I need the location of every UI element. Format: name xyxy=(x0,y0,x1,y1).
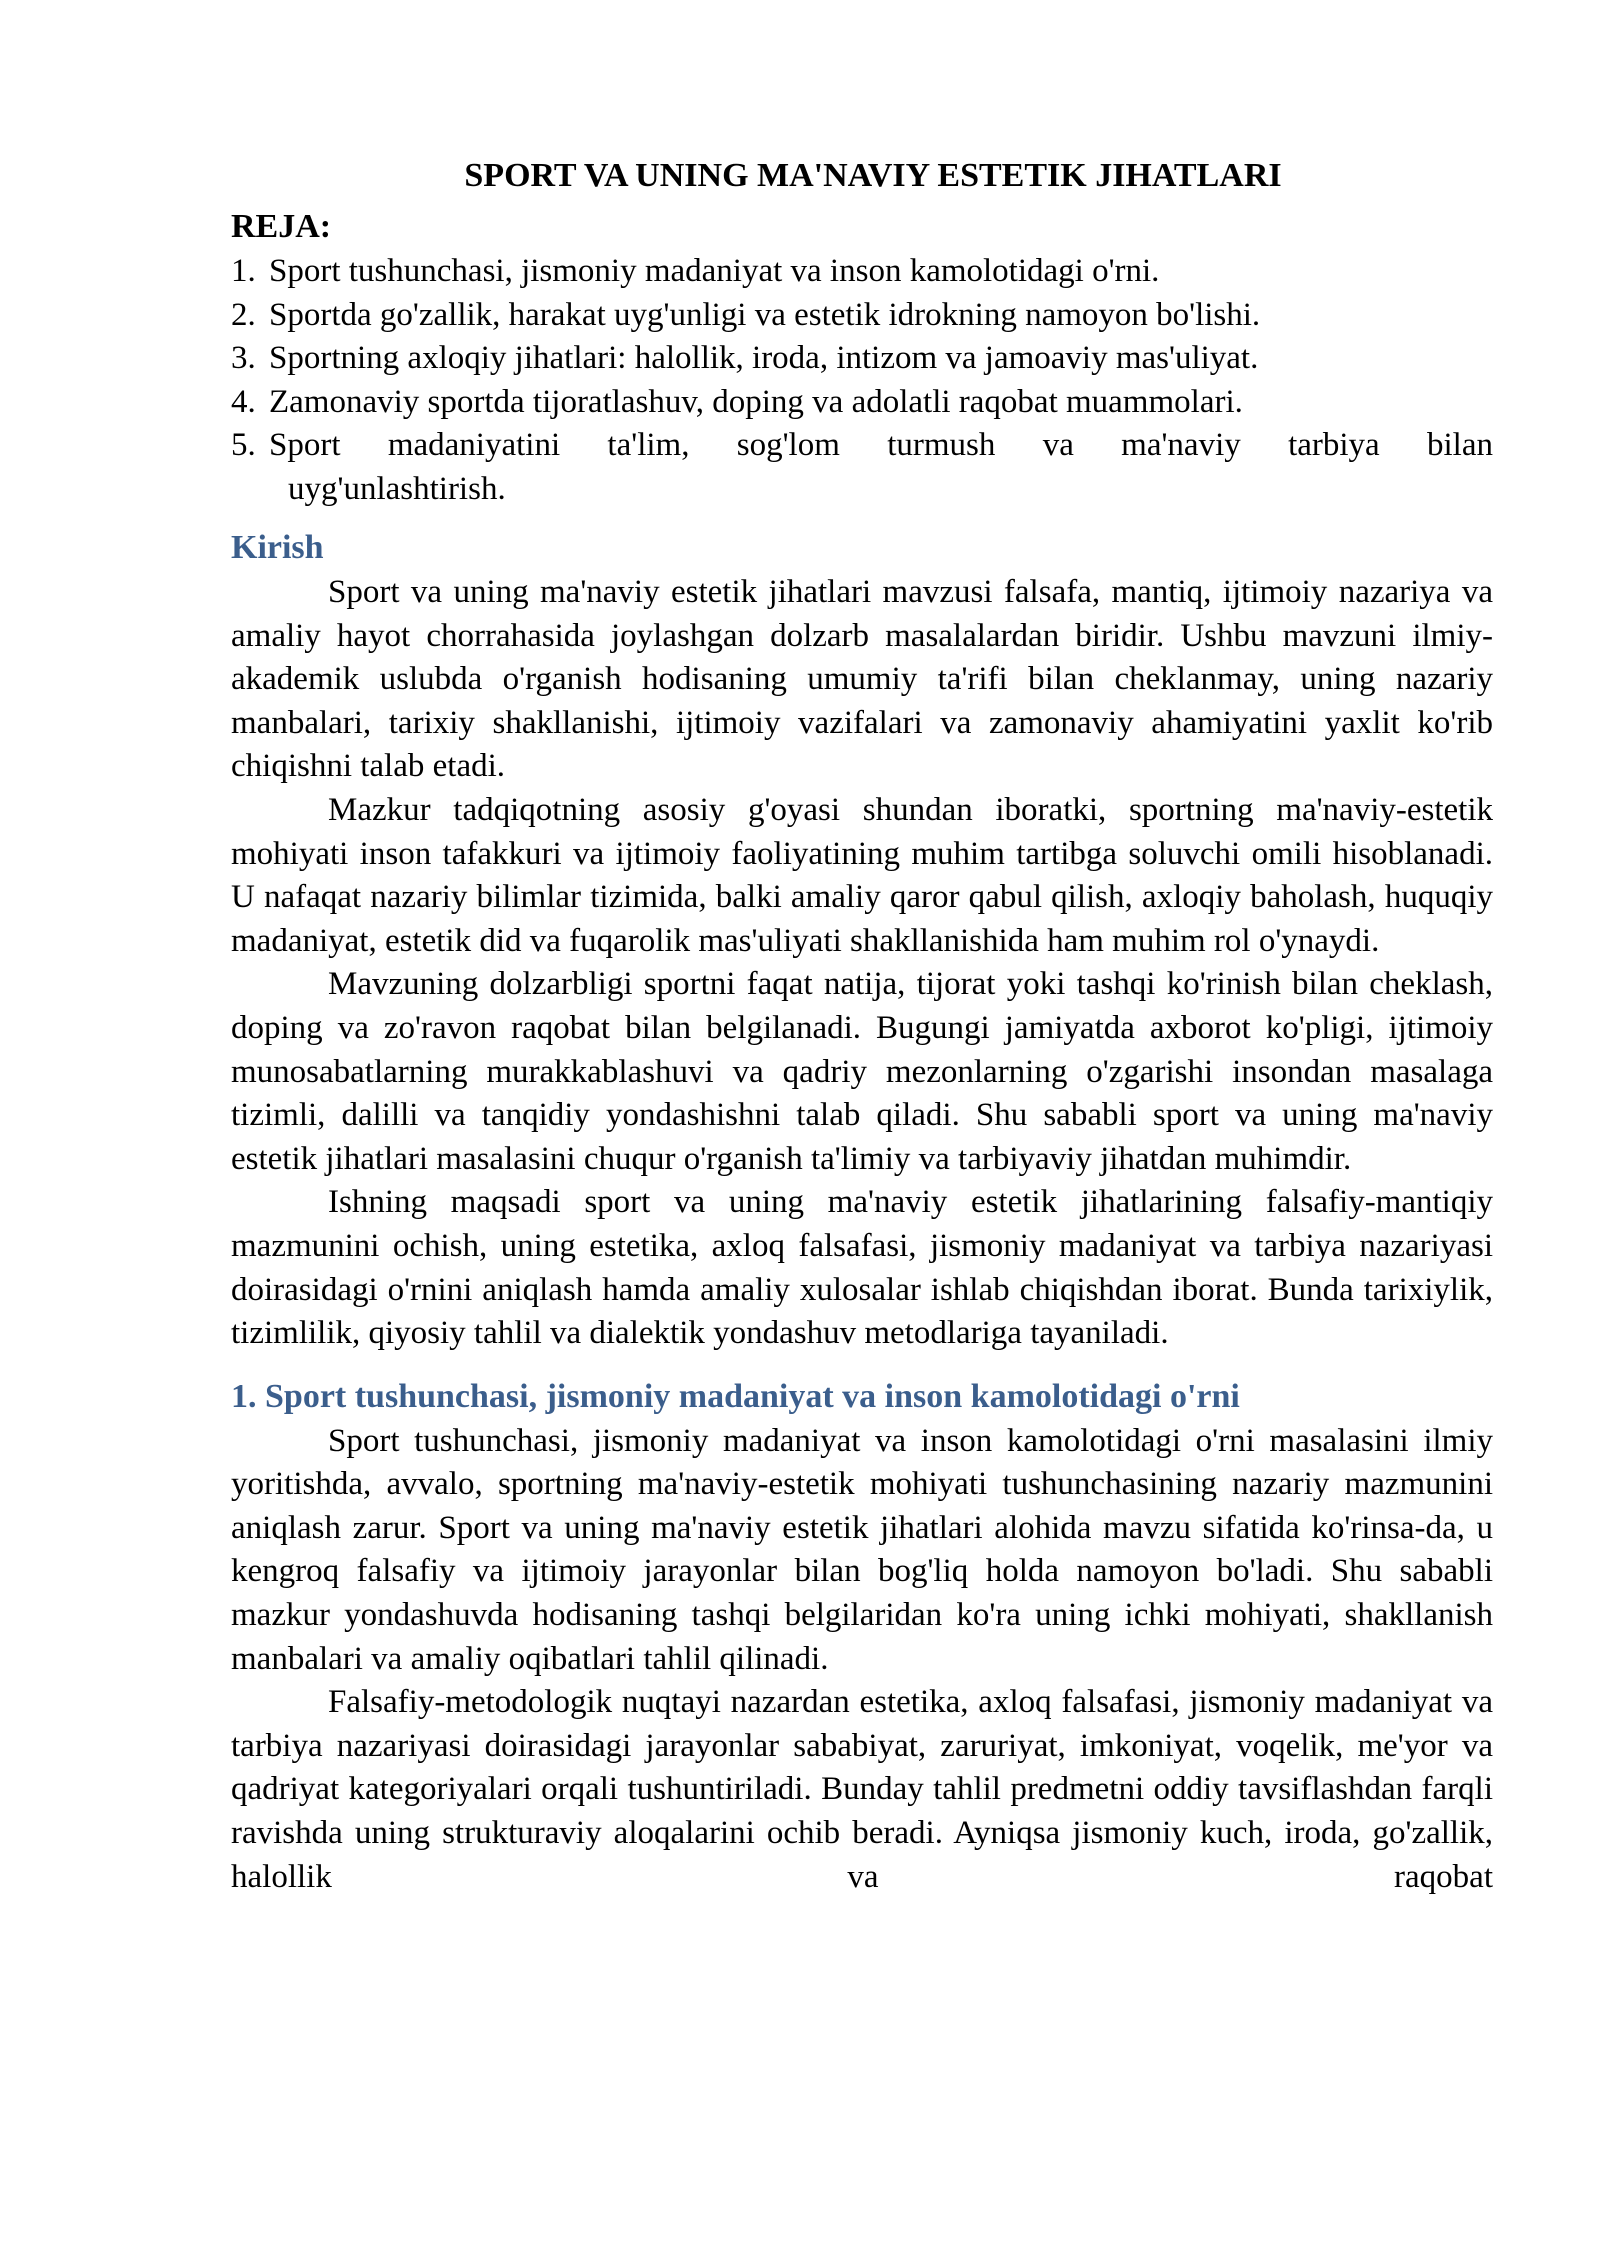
plan-item xyxy=(231,250,1493,294)
intro-paragraph: Ishning maqsadi sport va uning ma'naviy estetik jihatlarining falsafiy-mantiqiy mazmunini ochish, uning estetika, axloq falsafasi, jismoniy madaniyat va tarbiya nazariyasi doirasidagi o'rnini aniqlash hamda amaliy xulosalar ishlab chiqishdan iborat. Bunda tarixiylik, tizimlilik, qiyosiy tahlil va dialektik yondashuv metodlariga tayaniladi. xyxy=(231,1184,1493,1352)
plan-item-number: 1. xyxy=(231,253,256,289)
intro-paragraph: Mavzuning dolzarbligi sportni faqat natija, tijorat yoki tashqi ko'rinish bilan cheklash, doping va zo'ravon raqobat bilan belgilanadi. Bugungi jamiyatda axborot ko'pligi, ijtimoiy munosabatlarning murakkablashuvi va qadriy mezonlarning o'zgarishi insondan masalaga tizimli, dalilli va tanqidiy yondashishni talab qiladi. Shu sababli sport va uning ma'naviy estetik jihatlari masalasini chuqur o'rganish ta'limiy va tarbiyaviy jihatdan muhimdir. xyxy=(231,966,1493,1177)
document-page xyxy=(231,150,1493,1899)
plan-item-text: Sport madaniyatini ta'lim, sog'lom turmush va ma'naviy tarbiya bilan xyxy=(269,427,1493,463)
plan-item-number: 5. xyxy=(231,427,256,463)
section-1-paragraph: Sport tushunchasi, jismoniy madaniyat va inson kamolotidagi o'rni masalasini ilmiy yoritishda, avvalo, sportning ma'naviy-estetik mohiyati tushunchasining nazariy mazmunini aniqlash zarur. Sport va uning ma'naviy estetik jihatlari alohida mavzu sifatida ko'rinsa-da, u kengroq falsafiy va ijtimoiy jarayonlar bilan bog'liq holda namoyon bo'ladi. Shu sababli mazkur yondashuvda hodisaning tashqi belgilaridan ko'ra uning ichki mohiyati, shakllanish manbalari va amaliy oqibatlari tahlil qilinadi. xyxy=(231,1422,1493,1677)
plan-item-text: Sportning axloqiy jihatlari: halollik, iroda, intizom va jamoaviy mas'uliyat. xyxy=(269,340,1259,376)
plan-item-number: 4. xyxy=(231,383,256,420)
section-1-heading: 1. Sport tushunchasi, jismoniy madaniyat va inson kamolotidagi o'rni xyxy=(231,1377,1240,1415)
plan-item-text-block xyxy=(269,424,1493,511)
intro-heading: Kirish xyxy=(231,529,324,566)
section-1-paragraph: Falsafiy-metodologik nuqtayi nazardan estetika, axloq falsafasi, jismoniy madaniyat va tarbiya nazariyasi doirasidagi jarayonlar sababiyat, zaruriyat, imkoniyat, voqelik, me'yor va qadriyat kategoriyalari orqali tushuntiriladi. Bunday tahlil predmetni oddiy tavsiflashdan farqli ravishda uning strukturaviy aloqalarini ochib beradi. Ayniqsa jismoniy kuch, iroda, go'zallik, halollik va raqobat xyxy=(231,1684,1493,1895)
plan-item-text: Zamonaviy sportda tijoratlashuv, doping va adolatli raqobat muammolari. xyxy=(269,383,1243,420)
plan-item xyxy=(231,294,1493,338)
plan-item xyxy=(231,337,1493,381)
plan-item xyxy=(231,381,1493,425)
plan-item-text: Sport tushunchasi, jismoniy madaniyat va inson kamolotidagi o'rni. xyxy=(269,253,1160,289)
plan-heading: REJA: xyxy=(231,208,332,245)
plan-item-number: 2. xyxy=(231,296,256,333)
plan-list xyxy=(231,250,1493,511)
intro-paragraph: Mazkur tadqiqotning asosiy g'oyasi shundan iboratki, sportning ma'naviy-estetik mohiyati inson tafakkuri va ijtimoiy faoliyatining muhim tartibga soluvchi omili hisoblanadi. U nafaqat nazariy bilimlar tizimida, balki amaliy qaror qabul qilish, axloqiy baholash, huquqiy madaniyat, estetik did va fuqarolik mas'uliyati shakllanishida ham muhim rol o'ynaydi. xyxy=(231,791,1493,959)
document-title: SPORT VA UNING MA'NAVIY ESTETIK JIHATLARI xyxy=(464,157,1282,194)
plan-item-text: Sportda go'zallik, harakat uyg'unligi va estetik idrokning namoyon bo'lishi. xyxy=(269,296,1261,333)
plan-item-text-continuation: uyg'unlashtirish. xyxy=(288,470,506,507)
plan-item xyxy=(231,424,1493,511)
intro-paragraph: Sport va uning ma'naviy estetik jihatlari mavzusi falsafa, mantiq, ijtimoiy nazariya va amaliy hayot chorrahasida joylashgan dolzarb masalalardan biridir. Ushbu mavzuni ilmiy-akademik uslubda o'rganish hodisaning umumiy ta'rifi bilan cheklanmay, uning nazariy manbalari, tarixiy shakllanishi, ijtimoiy vazifalari va zamonaviy ahamiyatini yaxlit ko'rib chiqishni talab etadi. xyxy=(231,574,1493,785)
plan-item-number: 3. xyxy=(231,340,256,376)
